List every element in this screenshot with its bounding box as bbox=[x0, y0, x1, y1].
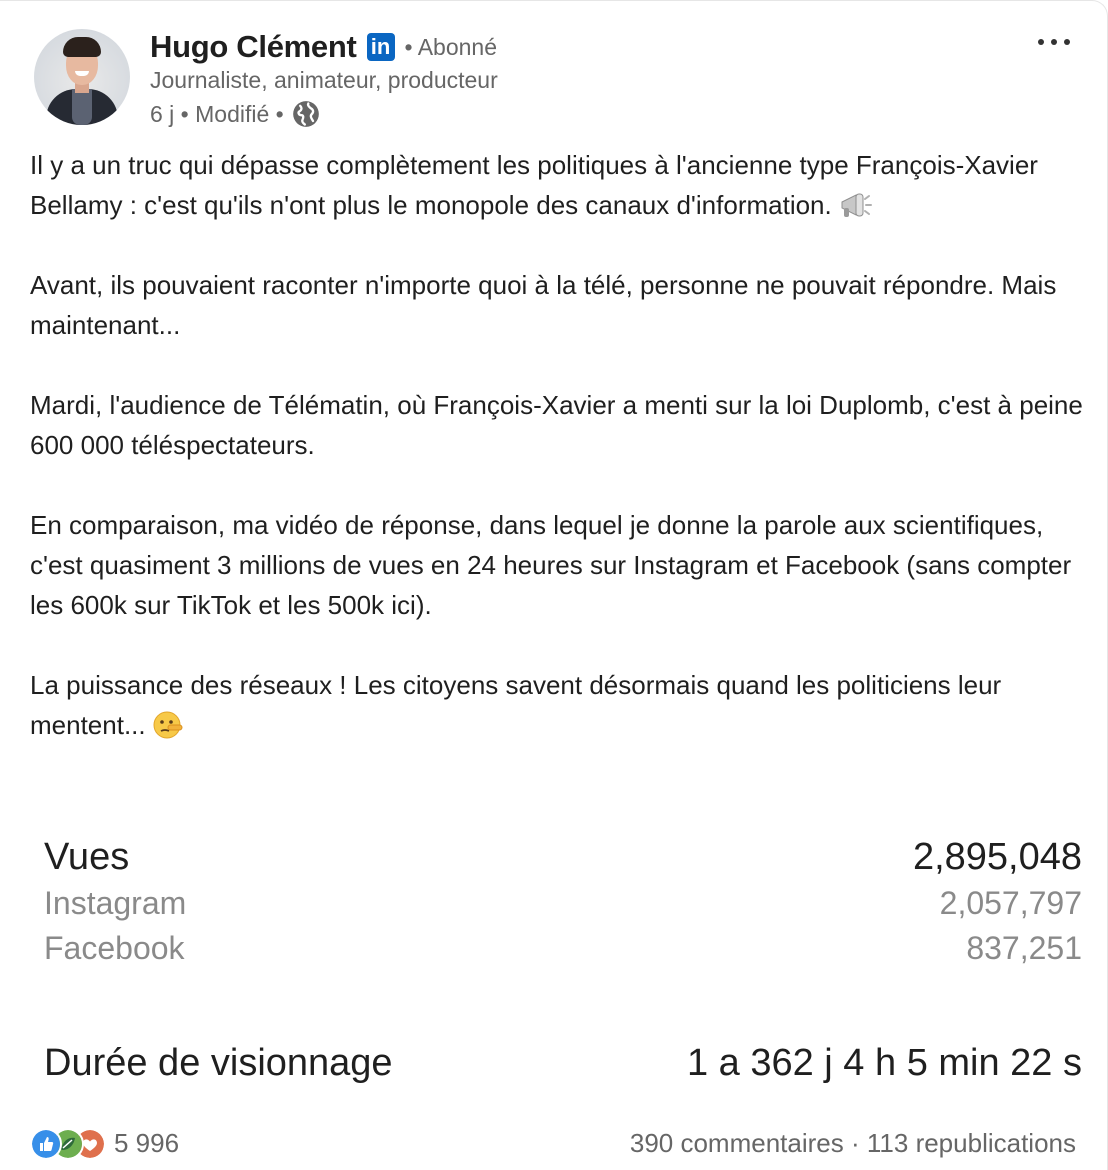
post-paragraph: La puissance des réseaux ! Les citoyens savent désormais quand les politiciens leur mentent... bbox=[30, 670, 1002, 740]
post-body bbox=[30, 145, 1090, 785]
lying-face-emoji bbox=[152, 710, 186, 740]
author-avatar[interactable] bbox=[34, 29, 130, 125]
stat-facebook: Facebook 837,251 bbox=[44, 930, 1082, 966]
stat-instagram: Instagram 2,057,797 bbox=[44, 885, 1082, 921]
post-paragraph: Avant, ils pouvaient raconter n'importe quoi à la télé, personne ne pouvait répondre. Mais maintenant... bbox=[30, 270, 1057, 340]
reposts-count-link[interactable]: 113 republications bbox=[866, 1127, 1076, 1158]
post-meta bbox=[150, 99, 320, 129]
more-horizontal-icon bbox=[1036, 37, 1072, 47]
author-name-row bbox=[150, 27, 497, 67]
author-headline: Journaliste, animateur, producteur bbox=[150, 67, 498, 93]
linkedin-premium-icon: in bbox=[367, 33, 395, 61]
follow-status: • Abonné bbox=[404, 33, 497, 60]
social-counts-bar bbox=[30, 1121, 1076, 1165]
post-paragraph: Mardi, l'audience de Télématin, où François-Xavier a menti sur la loi Duplomb, c'est à peine 600 000 téléspectateurs. bbox=[30, 390, 1083, 460]
like-reaction-icon bbox=[30, 1128, 62, 1160]
engagement-counts bbox=[630, 1128, 1076, 1159]
reactions-summary[interactable] bbox=[30, 1128, 179, 1159]
more-options-button[interactable] bbox=[1032, 27, 1076, 57]
reaction-count: 5 996 bbox=[114, 1127, 180, 1158]
comments-count-link[interactable]: 390 commentaires bbox=[629, 1127, 844, 1158]
megaphone-emoji bbox=[838, 190, 872, 220]
globe-icon bbox=[292, 100, 320, 128]
video-stats bbox=[44, 833, 1082, 1087]
stat-views: Vues 2,895,048 bbox=[44, 835, 1082, 878]
separator: · bbox=[850, 1127, 860, 1158]
author-name[interactable]: Hugo Clément bbox=[150, 29, 357, 64]
post-paragraph: En comparaison, ma vidéo de réponse, dans lequel je donne la parole aux scientifiques, c'est quasiment 3 millions de vues en 24 heures sur Instagram et Facebook (sans compter les 600k sur TikTok et les 500k ici). bbox=[30, 510, 1072, 620]
stat-watch-time: Durée de visionnage 1 a 362 j 4 h 5 min 22 s bbox=[44, 1041, 1082, 1084]
post-paragraph: Il y a un truc qui dépasse complètement les politiques à l'ancienne type François-Xavier Bellamy : c'est qu'ils n'ont plus le monopole des canaux d'information. bbox=[30, 150, 1038, 220]
post-time: 6 j • Modifié • bbox=[150, 100, 284, 127]
